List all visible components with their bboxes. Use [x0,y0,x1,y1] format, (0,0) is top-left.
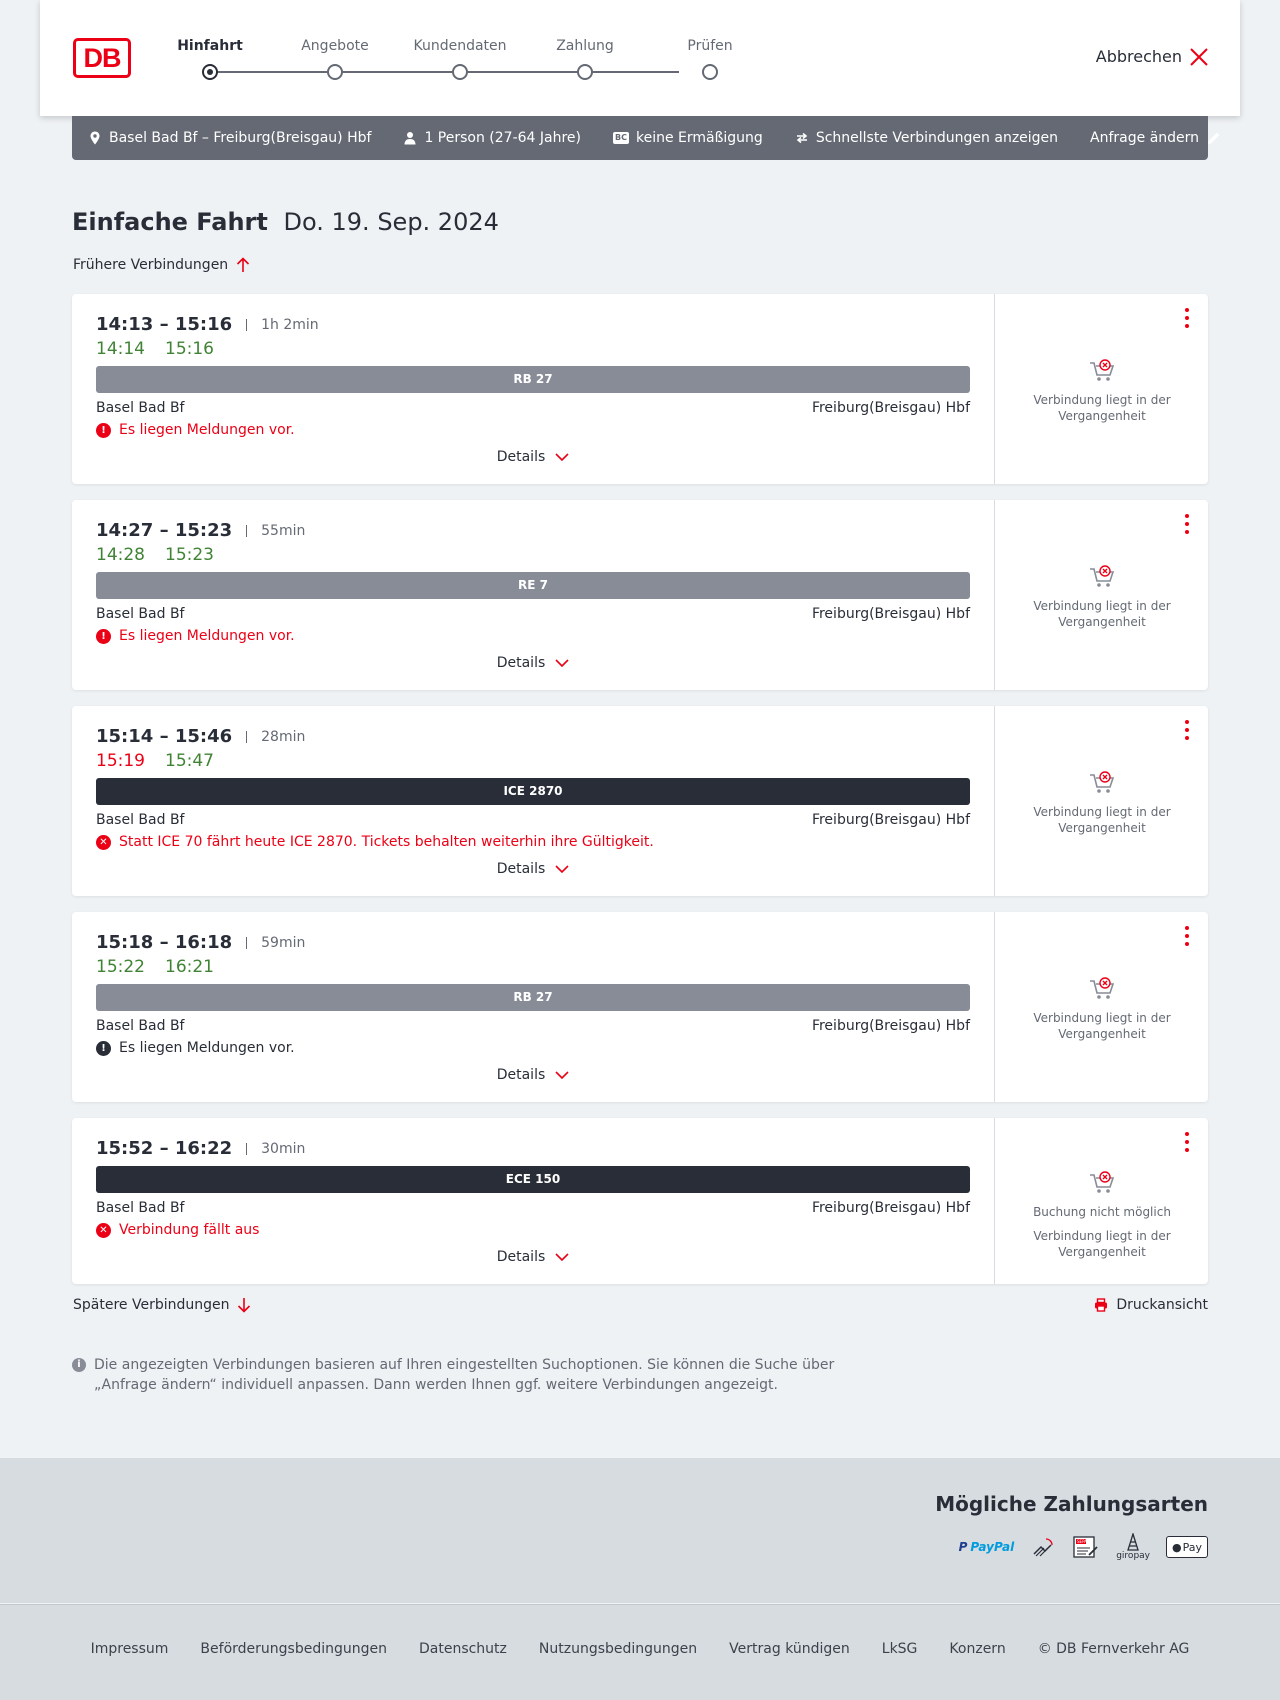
departure-station: Basel Bad Bf [96,812,185,828]
cart-unavailable-icon [1088,1170,1116,1196]
booking-status [995,770,1209,836]
connection-main [72,294,994,484]
realtime-arrival: 16:21 [165,957,214,977]
connection-card[interactable] [72,500,1208,690]
offer-panel [994,500,1208,690]
arrival-station: Freiburg(Breisgau) Hbf [811,812,970,828]
sepa-label: SEPA [1077,1539,1088,1545]
status-past: Verbindung liegt in der Vergangenheit [1033,1011,1171,1041]
train-segment-bar[interactable]: RE 7 [96,572,970,599]
arrival-station: Freiburg(Breisgau) Hbf [811,400,970,416]
duration: 28min [246,731,305,743]
realtime-times [96,751,214,771]
realtime-times [96,545,214,565]
persons-summary [403,130,581,146]
footer-copyright[interactable]: © DB Fernverkehr AG [1037,1640,1190,1657]
step-kundendaten [405,36,515,80]
step-label: Prüfen [687,38,733,54]
realtime-departure: 14:28 [96,545,145,565]
chevron-down-icon [555,1253,569,1261]
more-options-icon[interactable] [1182,1132,1192,1152]
footer-links [0,1604,1280,1700]
paypal-label: PayPal [970,1540,1015,1554]
chevron-down-icon [555,1071,569,1079]
connection-card[interactable] [72,294,1208,484]
more-options-icon[interactable] [1182,308,1192,328]
duration: 59min [246,937,305,949]
info-icon: i [72,1358,86,1372]
print-label: Druckansicht [1116,1297,1208,1313]
details-toggle[interactable] [72,449,994,465]
step-label: Angebote [301,38,369,54]
cart-unavailable-icon [1088,358,1116,384]
page-title [72,208,499,236]
search-options-note [72,1355,852,1395]
details-toggle[interactable] [72,1067,994,1083]
connection-message [96,1040,295,1056]
more-options-icon[interactable] [1182,926,1192,946]
status-past: Verbindung liegt in der Vergangenheit [1033,599,1171,629]
connection-main [72,1118,994,1284]
connection-main [72,500,994,690]
offer-panel [994,294,1208,484]
cart-unavailable-icon [1088,976,1116,1002]
cancel-button[interactable] [1096,47,1208,66]
footer-link-nutzungsbedingungen[interactable]: Nutzungsbedingungen [538,1640,698,1657]
step-dot [452,64,468,80]
details-label: Details [496,1067,546,1083]
train-segment-bar[interactable]: RB 27 [96,366,970,393]
connection-message [96,834,654,850]
printer-icon [1094,1298,1108,1312]
planned-times: 14:27 – 15:23 [96,520,233,541]
step-label: Kundendaten [413,38,507,54]
status-past: Verbindung liegt in der Vergangenheit [1033,393,1171,423]
departure-station: Basel Bad Bf [96,400,185,416]
footer-link-befoerderungsbedingungen[interactable]: Beförderungsbedingungen [200,1640,387,1657]
apple-pay-icon: ● Pay [1166,1536,1208,1558]
message-text: Es liegen Meldungen vor. [119,422,295,438]
offer-panel [994,1118,1208,1284]
connection-card[interactable] [72,1118,1208,1284]
footer-link-datenschutz[interactable]: Datenschutz [418,1640,507,1657]
realtime-arrival: 15:47 [165,751,214,771]
booking-header [40,0,1240,116]
print-view-link[interactable] [1094,1297,1208,1313]
footer-link-konzern[interactable]: Konzern [949,1640,1006,1657]
departure-station: Basel Bad Bf [96,1018,185,1034]
discount-text: keine Ermäßigung [635,130,763,146]
arrival-station: Freiburg(Breisgau) Hbf [811,606,970,622]
cart-unavailable-icon [1088,564,1116,590]
train-segment-bar[interactable]: RB 27 [96,984,970,1011]
earlier-connections-link[interactable] [73,257,250,273]
status-not-bookable: Buchung nicht möglich [1033,1205,1171,1219]
cart-unavailable-icon [1088,770,1116,796]
departure-station: Basel Bad Bf [96,1200,185,1216]
realtime-times [96,957,214,977]
db-logo[interactable]: DB [73,38,131,78]
sepa-direct-debit-icon [1072,1533,1100,1561]
train-segment-bar[interactable]: ECE 150 [96,1166,970,1193]
close-icon [1190,48,1208,66]
step-dot [702,64,718,80]
info-alert-icon: ! [96,1041,111,1056]
persons-text: 1 Person (27-64 Jahre) [424,130,581,146]
later-connections-link[interactable] [73,1297,251,1313]
connection-times [96,726,305,747]
connection-times [96,314,319,335]
arrival-station: Freiburg(Breisgau) Hbf [811,1200,970,1216]
connection-message [96,1222,259,1238]
arrival-station: Freiburg(Breisgau) Hbf [811,1018,970,1034]
details-toggle[interactable] [72,1249,994,1265]
footer-link-lksg[interactable]: LkSG [881,1640,918,1657]
booking-status [995,358,1209,424]
swap-arrows-icon [795,131,809,145]
payment-methods-section [0,1458,1280,1603]
details-label: Details [496,655,546,671]
duration: 30min [246,1143,305,1155]
booking-status [995,564,1209,630]
credit-card-contactless-icon [1030,1533,1056,1561]
cancel-circle-icon: ✕ [96,1223,111,1238]
message-text: Es liegen Meldungen vor. [119,1040,295,1056]
chevron-down-icon [555,659,569,667]
more-options-icon[interactable] [1182,514,1192,534]
step-label: Hinfahrt [177,38,243,54]
realtime-departure: 15:19 [96,751,145,771]
step-pruefen [655,36,765,80]
step-hinfahrt [155,36,265,80]
paypal-icon: P PayPal [958,1540,1015,1554]
progress-stepper [177,36,733,86]
trip-date: Do. 19. Sep. 2024 [283,208,499,236]
details-toggle[interactable] [72,655,994,671]
offer-panel [994,706,1208,896]
realtime-departure: 15:22 [96,957,145,977]
connection-card[interactable] [72,706,1208,896]
edit-request-button[interactable] [1090,130,1221,146]
message-text: Es liegen Meldungen vor. [119,628,295,644]
realtime-arrival: 15:23 [165,545,214,565]
location-pin-icon [88,131,102,145]
status-past: Verbindung liegt in der Vergangenheit [1033,805,1171,835]
message-text: Verbindung fällt aus [119,1222,260,1238]
step-dot [577,64,593,80]
connection-times [96,932,305,953]
connection-main [72,706,994,896]
step-dot [327,64,343,80]
alert-icon: ! [96,629,111,644]
chevron-down-icon [555,865,569,873]
search-summary-bar [72,116,1208,160]
alert-icon: ! [96,423,111,438]
connection-message [96,422,295,438]
footer-link-vertrag-kuendigen[interactable]: Vertrag kündigen [729,1640,850,1657]
later-connections-label: Spätere Verbindungen [73,1297,230,1313]
step-label: Zahlung [556,38,614,54]
status-past: Verbindung liegt in der Vergangenheit [1033,1229,1171,1259]
realtime-times [96,339,214,359]
chevron-down-icon [555,453,569,461]
applepay-label: Pay [1182,1540,1202,1554]
message-text: Statt ICE 70 fährt heute ICE 2870. Tickets behalten weiterhin ihre Gültigkeit. [119,834,654,850]
connection-main [72,912,994,1102]
planned-times: 15:18 – 16:18 [96,932,233,953]
payment-title: Mögliche Zahlungsarten [935,1492,1208,1516]
details-toggle[interactable] [72,861,994,877]
step-zahlung [530,36,640,80]
cancel-label: Abbrechen [1095,47,1182,66]
departure-station: Basel Bad Bf [96,606,185,622]
duration: 55min [246,525,305,537]
edit-request-label: Anfrage ändern [1090,130,1200,146]
fastest-text: Schnellste Verbindungen anzeigen [815,130,1059,146]
fastest-connections-option [795,130,1058,146]
trip-type: Einfache Fahrt [72,208,268,236]
details-label: Details [496,861,546,877]
route-summary [88,130,371,146]
details-label: Details [496,449,546,465]
connection-card[interactable] [72,912,1208,1102]
planned-times: 14:13 – 15:16 [96,314,233,335]
connection-times [96,520,305,541]
route-text: Basel Bad Bf – Freiburg(Breisgau) Hbf [109,130,372,146]
note-text: Die angezeigten Verbindungen basieren auf Ihren eingestellten Suchoptionen. Sie können die Suche über „Anfrage ändern“ individuell anpassen. Dann werden Ihnen ggf. weitere Verbindungen angezeigt. [94,1357,835,1393]
planned-times: 15:14 – 15:46 [96,726,233,747]
connection-message [96,628,295,644]
pencil-icon [1207,131,1221,145]
arrow-up-icon [236,257,250,273]
cancel-circle-icon: ✕ [96,835,111,850]
duration: 1h 2min [246,319,319,331]
more-options-icon[interactable] [1182,720,1192,740]
realtime-arrival: 15:16 [165,339,214,359]
booking-status [995,1170,1209,1260]
step-dot-current [202,64,218,80]
footer-link-impressum[interactable]: Impressum [90,1640,169,1657]
person-icon [403,131,417,145]
details-label: Details [496,1249,546,1265]
bahncard-icon: BC [615,133,627,142]
step-angebote [280,36,390,80]
giropay-icon [1116,1530,1150,1564]
offer-panel [994,912,1208,1102]
giropay-label: giropay [1116,1551,1150,1561]
planned-times: 15:52 – 16:22 [96,1138,233,1159]
arrow-down-icon [237,1297,251,1313]
booking-status [995,976,1209,1042]
connection-times [96,1138,305,1159]
discount-summary [613,130,763,146]
earlier-connections-label: Frühere Verbindungen [73,257,229,273]
train-segment-bar[interactable]: ICE 2870 [96,778,970,805]
payment-icons [959,1530,1208,1564]
realtime-departure: 14:14 [96,339,145,359]
